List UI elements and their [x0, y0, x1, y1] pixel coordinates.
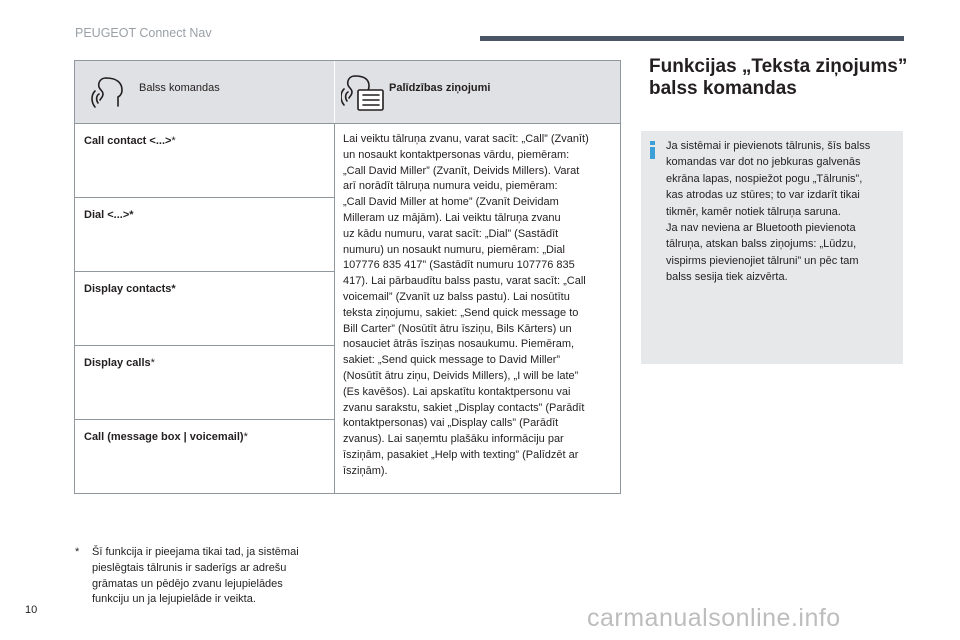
- help-line: Milleram uz mājām). Lai veiktu tālruņa zvanu: [343, 211, 561, 224]
- footnote-mark: *: [243, 431, 248, 443]
- voice-commands-table: [74, 60, 621, 494]
- info-box: [641, 131, 903, 364]
- help-line: zvanus). Lai saņemtu plašāku informāciju par: [343, 433, 564, 446]
- footnote-line: pieslēgtais tālrunis ir saderīgs ar adrešu: [92, 561, 287, 574]
- command-cell-dial: [75, 198, 334, 272]
- command-name: Call (message box | voicemail): [84, 431, 244, 443]
- table-header-help-messages-label: Palīdzības ziņojumi: [389, 82, 491, 94]
- command-cell-display-contacts: [75, 272, 334, 346]
- info-line: ekrāna lapas, nospiežot pogu „Tālrunis”,: [666, 172, 863, 185]
- help-line: 107776 835 417” (Sastādīt numuru 107776 835: [343, 259, 575, 272]
- footnote-mark: *: [171, 135, 176, 147]
- help-line: īsziņām, pasakiet „Help with texting” (Palīdzēt ar: [343, 448, 579, 461]
- command-name: Display calls: [84, 357, 151, 369]
- footnote-mark: *: [171, 283, 176, 295]
- footnote-line: grāmatas un pēdējo zvanu lejupielādes: [92, 577, 283, 590]
- command-name: Dial <...>: [84, 209, 130, 221]
- section-title-line: Funkcijas „Teksta ziņojums”: [649, 56, 908, 77]
- help-line: (Nosūtīt ātru ziņu, Deivids Millers), „I will be late”: [343, 369, 579, 382]
- footnote: [75, 545, 335, 608]
- help-line: Bill Carter” (Nosūtīt ātru īsziņu, Bils Kārters) un: [343, 322, 572, 335]
- table-header-help-messages: [335, 61, 620, 123]
- help-line: (Es kavēšos). Lai apskatītu kontaktpersonu vai: [343, 385, 571, 398]
- footnote-mark: *: [129, 209, 134, 221]
- info-line: balss sesija tiek aizvērta.: [666, 271, 788, 284]
- command-cell-display-calls: [75, 346, 334, 420]
- table-header-voice-commands: [75, 61, 335, 123]
- info-icon: [649, 141, 656, 159]
- footnote-line: funkciju un ja lejupielāde ir veikta.: [92, 593, 256, 606]
- footnote-line: Šī funkcija ir pieejama tikai tad, ja sistēmai: [92, 546, 299, 558]
- info-text: [666, 138, 896, 286]
- table-header-row: [75, 61, 620, 124]
- command-cell-call-contact: [75, 124, 334, 198]
- info-line: kas atrodas uz stūres; to var izdarīt tikai: [666, 189, 860, 202]
- help-line: voicemail” (Zvanīt uz balss pastu). Lai nosūtītu: [343, 290, 570, 303]
- section-title: [649, 56, 909, 100]
- page-number: 10: [25, 604, 38, 616]
- help-line: uz kādu numuru, varat sacīt: „Dial” (Sastādīt: [343, 227, 559, 240]
- header-title: PEUGEOT Connect Nav: [75, 26, 212, 40]
- help-line: 417). Lai pārbaudītu balss pastu, varat sacīt: „Call: [343, 275, 586, 288]
- voice-command-icon: [91, 74, 131, 112]
- help-line: zvanu sarakstu, sakiet „Display contacts” (Parādīt: [343, 401, 585, 414]
- command-name: Call contact <...>: [84, 135, 172, 147]
- footnote-mark: *: [150, 357, 155, 369]
- info-line: tālruņa, atskan balss ziņojums: „Lūdzu,: [666, 238, 857, 251]
- footnote-asterisk: *: [75, 546, 80, 558]
- help-line: sakiet: „Send quick message to David Miller”: [343, 354, 561, 367]
- help-messages-text: [343, 132, 613, 480]
- info-line: Ja sistēmai ir pievienots tālrunis, šīs balss: [666, 140, 871, 152]
- header-bar: [480, 36, 904, 41]
- commands-column: [75, 124, 335, 493]
- help-line: „Call David Miller at home” (Zvanīt Deividam: [343, 196, 559, 209]
- help-line: „Call David Miller” (Zvanīt, Deivids Millers). Varat: [343, 164, 580, 177]
- info-line: tikmēr, kamēr notiek tālruņa saruna.: [666, 205, 841, 218]
- help-line: arī norādīt tālruņa numura veidu, piemēram:: [343, 180, 558, 193]
- section-title-line: balss komandas: [649, 78, 797, 99]
- help-line: Lai veiktu tālruņa zvanu, varat sacīt: „Call” (Zvanīt): [343, 133, 589, 145]
- table-header-voice-commands-label: Balss komandas: [139, 82, 220, 94]
- help-line: kontaktpersonas) vai „Display calls” (Parādīt: [343, 417, 559, 430]
- help-line: numuru) un nosaukt numuru, piemēram: „Dial: [343, 243, 565, 256]
- info-line: vispirms pievienojiet tālruni” un pēc tam: [666, 254, 859, 267]
- help-line: īsziņām).: [343, 464, 388, 477]
- info-icon-dot: [650, 141, 655, 145]
- command-name: Display contacts: [84, 283, 172, 295]
- help-line: nosauciet ātrās īsziņas nosaukumu. Piemēram,: [343, 338, 575, 351]
- help-line: un nosaukt kontaktpersonas vārdu, piemēram:: [343, 148, 570, 161]
- watermark: carmanualsonline.info: [587, 604, 841, 632]
- info-line: Ja nav neviena ar Bluetooth pievienota: [666, 222, 856, 235]
- info-icon-stem: [650, 147, 655, 159]
- help-line: teksta ziņojumu, sakiet: „Send quick message to: [343, 306, 579, 319]
- command-cell-call-message-box: [75, 420, 334, 493]
- help-voice-icon: [341, 72, 385, 112]
- info-line: komandas var dot no jebkuras galvenās: [666, 156, 861, 169]
